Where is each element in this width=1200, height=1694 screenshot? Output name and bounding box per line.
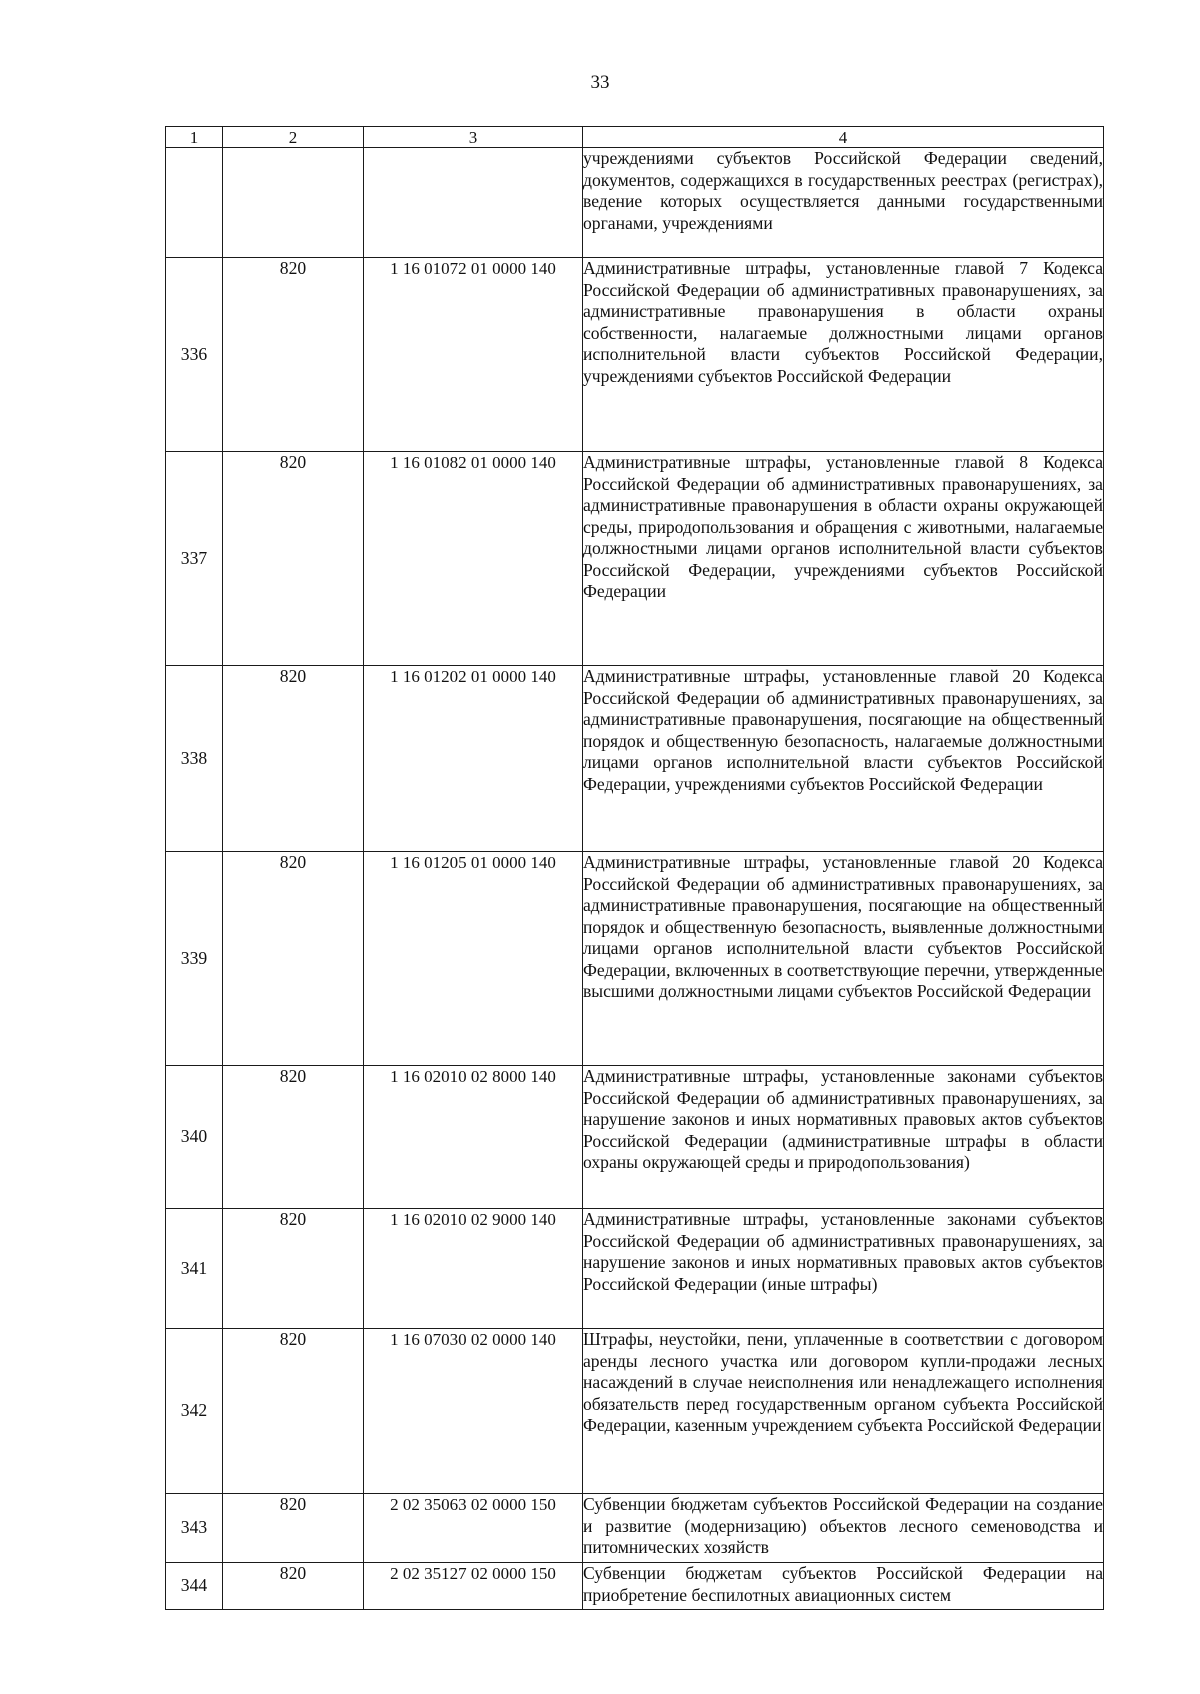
revenue-code: 2 02 35127 02 0000 150 — [364, 1563, 583, 1610]
table-row — [166, 1494, 1104, 1563]
row-number: 338 — [166, 666, 223, 852]
revenue-code: 1 16 01072 01 0000 140 — [364, 258, 583, 452]
row-number: 344 — [166, 1563, 223, 1610]
table-body — [166, 148, 1104, 1610]
administrator-code: 820 — [223, 1066, 364, 1209]
table-row — [166, 1209, 1104, 1329]
revenue-code: 2 02 35063 02 0000 150 — [364, 1494, 583, 1563]
column-number-1: 1 — [166, 127, 223, 148]
revenue-description: Административные штрафы, установленные главой 7 Кодекса Российской Федерации об административных правонарушениях, за административные правонарушения в области охраны собственности, налагаемые должностными лицами органов исполнительной власти субъектов Российской Федерации, учреждениями субъектов Российской Федерации — [583, 258, 1104, 452]
administrator-code: 820 — [223, 1563, 364, 1610]
administrator-code: 820 — [223, 666, 364, 852]
administrator-code: 820 — [223, 258, 364, 452]
row-number: 343 — [166, 1494, 223, 1563]
revenue-code: 1 16 07030 02 0000 140 — [364, 1329, 583, 1494]
row-number: 340 — [166, 1066, 223, 1209]
revenue-description: Административные штрафы, установленные законами субъектов Российской Федерации об административных правонарушениях, за нарушение законов и иных нормативных правовых актов субъектов Российской Федерации (административные штрафы в области охраны окружающей среды и природопользования) — [583, 1066, 1104, 1209]
table-row — [166, 258, 1104, 452]
revenue-codes-table — [165, 126, 1104, 1610]
administrator-code: 820 — [223, 1209, 364, 1329]
table-row — [166, 1563, 1104, 1610]
revenue-code: 1 16 01202 01 0000 140 — [364, 666, 583, 852]
table-row — [166, 666, 1104, 852]
administrator-code: 820 — [223, 452, 364, 666]
row-number — [166, 148, 223, 258]
table-row — [166, 852, 1104, 1066]
table-row — [166, 1329, 1104, 1494]
revenue-code: 1 16 01082 01 0000 140 — [364, 452, 583, 666]
row-number: 336 — [166, 258, 223, 452]
revenue-description: Административные штрафы, установленные главой 8 Кодекса Российской Федерации об административных правонарушениях, за административные правонарушения в области охраны окружающей среды, природопользования и обращения с животными, налагаемые должностными лицами органов исполнительной власти субъектов Российской Федерации, учреждениями субъектов Российской Федерации — [583, 452, 1104, 666]
revenue-description: Субвенции бюджетам субъектов Российской Федерации на приобретение беспилотных авиационных систем — [583, 1563, 1104, 1610]
revenue-description: Субвенции бюджетам субъектов Российской Федерации на создание и развитие (модернизацию) объектов лесного семеноводства и питомнических хозяйств — [583, 1494, 1104, 1563]
row-number: 342 — [166, 1329, 223, 1494]
row-number: 339 — [166, 852, 223, 1066]
column-number-2: 2 — [223, 127, 364, 148]
revenue-code: 1 16 01205 01 0000 140 — [364, 852, 583, 1066]
administrator-code: 820 — [223, 1329, 364, 1494]
revenue-description: учреждениями субъектов Российской Федерации сведений, документов, содержащихся в государственных реестрах (регистрах), ведение которых осуществляется данными государственными органами, учреждениями — [583, 148, 1104, 258]
table-row — [166, 452, 1104, 666]
header-row — [166, 127, 1104, 148]
revenue-description: Штрафы, неустойки, пени, уплаченные в соответствии с договором аренды лесного участка или договором купли-продажи лесных насаждений в случае неисполнения или ненадлежащего исполнения обязательств перед государственным органом субъекта Российской Федерации, казенным учреждением субъекта Российской Федерации — [583, 1329, 1104, 1494]
table-row — [166, 148, 1104, 258]
table-row — [166, 1066, 1104, 1209]
table-header — [166, 127, 1104, 148]
row-number: 341 — [166, 1209, 223, 1329]
revenue-code — [364, 148, 583, 258]
revenue-description: Административные штрафы, установленные главой 20 Кодекса Российской Федерации об административных правонарушениях, за административные правонарушения, посягающие на общественный порядок и общественную безопасность, выявленные должностными лицами органов исполнительной власти субъектов Российской Федерации, включенных в соответствующие перечни, утвержденные высшими должностными лицами субъектов Российской Федерации — [583, 852, 1104, 1066]
column-number-3: 3 — [364, 127, 583, 148]
revenue-description: Административные штрафы, установленные законами субъектов Российской Федерации об административных правонарушениях, за нарушение законов и иных нормативных правовых актов субъектов Российской Федерации (иные штрафы) — [583, 1209, 1104, 1329]
revenue-code: 1 16 02010 02 9000 140 — [364, 1209, 583, 1329]
revenue-description: Административные штрафы, установленные главой 20 Кодекса Российской Федерации об административных правонарушениях, за административные правонарушения, посягающие на общественный порядок и общественную безопасность, налагаемые должностными лицами органов исполнительной власти субъектов Российской Федерации, учреждениями субъектов Российской Федерации — [583, 666, 1104, 852]
revenue-code: 1 16 02010 02 8000 140 — [364, 1066, 583, 1209]
column-number-4: 4 — [583, 127, 1104, 148]
row-number: 337 — [166, 452, 223, 666]
administrator-code: 820 — [223, 1494, 364, 1563]
page-number: 33 — [590, 72, 610, 93]
administrator-code: 820 — [223, 852, 364, 1066]
administrator-code — [223, 148, 364, 258]
